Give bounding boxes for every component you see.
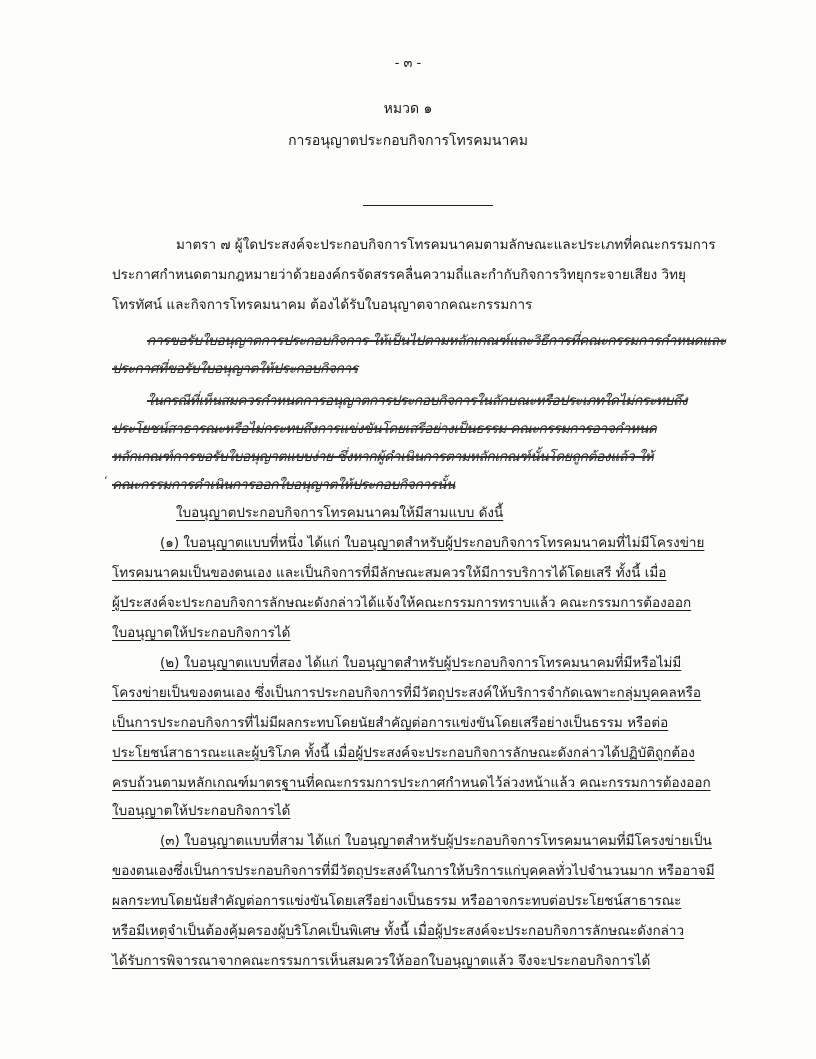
section7-line-1: มาตรา ๗ ผู้ใดประสงค์จะประกอบกิจการโทรคมนาคมตามลักษณะและประเภทที่คณะกรรมการ — [176, 237, 716, 253]
type3-line-5: ได้รับการพิจารณาจากคณะกรรมการเห็นสมควรให้ออกใบอนุญาตแล้ว จึงจะประกอบกิจการได้ — [112, 953, 651, 969]
struck-line-5: หลักเกณฑ์การขอรับใบอนุญาตแบบง่าย ซึ่งหากผู้ดำเนินการตามหลักเกณฑ์นั้นโดยถูกต้องแล้ว ให้ — [112, 449, 654, 465]
type3-line-2: ของตนเองซึ่งเป็นการประกอบกิจการที่มีวัตถุประสงค์ในการให้บริการแก่บุคคลทั่วไปจำนวนมาก หรืออาจมี — [112, 863, 715, 879]
chapter-title: หมวด ๑ — [383, 101, 433, 117]
type2-line-4: ประโยชน์สาธารณะและผู้บริโภค ทั้งนี้ เมื่อผู้ประสงค์จะประกอบกิจการลักษณะดังกล่าวได้ปฏิบัติถูกต้อง — [112, 745, 695, 761]
struck-line-1: การขอรับใบอนุญาตการประกอบกิจการ ให้เป็นไปตามหลักเกณฑ์และวิธีการที่คณะกรรมการกำหนดและ — [147, 333, 727, 349]
type3-line-1: (๓) ใบอนุญาตแบบที่สาม ได้แก่ ใบอนุญาตสำหรับผู้ประกอบกิจการโทรคมนาคมที่มีโครงข่ายเป็น — [160, 833, 712, 849]
type2-line-6: ใบอนุญาตให้ประกอบกิจการได้ — [112, 803, 291, 819]
chapter-subtitle: การอนุญาตประกอบกิจการโทรคมนาคม — [288, 133, 528, 149]
type1-line-2: โทรคมนาคมเป็นของตนเอง และเป็นกิจการที่มีลักษณะสมควรให้มีการบริการได้โดยเสรี ทั้งนี้ เมื่อ — [112, 565, 667, 581]
type2-line-1: (๒) ใบอนุญาตแบบที่สอง ได้แก่ ใบอนุญาตสำหรับผู้ประกอบกิจการโทรคมนาคมที่มีหรือไม่มี — [160, 655, 682, 671]
type1-line-1: (๑) ใบอนุญาตแบบที่หนึ่ง ได้แก่ ใบอนุญาตสำหรับผู้ประกอบกิจการโทรคมนาคมที่ไม่มีโครงข่าย — [160, 535, 705, 551]
type1-line-3: ผู้ประสงค์จะประกอบกิจการลักษณะดังกล่าวได้แจ้งให้คณะกรรมการทราบแล้ว คณะกรรมการต้องออก — [112, 595, 692, 611]
type3-line-3: ผลกระทบโดยนัยสำคัญต่อการแข่งขันโดยเสรีอย่างเป็นธรรม หรืออาจกระทบต่อประโยชน์สาธารณะ — [112, 893, 682, 909]
struck-line-2: ประกาศที่ขอรับใบอนุญาตให้ประกอบกิจการ — [112, 361, 359, 377]
page-number: - ๓ - — [394, 56, 422, 71]
struck-line-3: ในกรณีที่เห็นสมควรกำหนดการอนุญาตการประกอบกิจการในลักษณะหรือประเภทใดไม่กระทบถึง — [147, 393, 688, 409]
type2-line-2: โครงข่ายเป็นของตนเอง ซึ่งเป็นการประกอบกิจการที่มีวัตถุประสงค์ให้บริการจำกัดเฉพาะกลุ่มบุคคลหรือ — [112, 685, 702, 701]
section-divider — [363, 205, 493, 206]
type2-line-5: ครบถ้วนตามหลักเกณฑ์มาตรฐานที่คณะกรรมการประกาศกำหนดไว้ล่วงหน้าแล้ว คณะกรรมการต้องออก — [112, 775, 711, 791]
margin-mark: ‘ — [104, 474, 108, 488]
section7-line-3: โทรทัศน์ และกิจการโทรคมนาคม ต้องได้รับใบอนุญาตจากคณะกรรมการ — [112, 297, 533, 313]
type2-line-3: เป็นการประกอบกิจการที่ไม่มีผลกระทบโดยนัยสำคัญต่อการแข่งขันโดยเสรีอย่างเป็นธรรม หรือต่อ — [112, 715, 669, 731]
struck-line-6: คณะกรรมการดำเนินการออกใบอนุญาตให้ประกอบกิจการนั้น — [112, 477, 456, 493]
struck-line-4: ประโยชน์สาธารณะหรือไม่กระทบถึงการแข่งขันโดยเสรีอย่างเป็นธรรม คณะกรรมการอาจกำหนด — [112, 421, 657, 437]
section7-line-2: ประกาศกำหนดตามกฎหมายว่าด้วยองค์กรจัดสรรคลื่นความถี่และกำกับกิจการวิทยุกระจายเสียง วิทยุ — [112, 267, 686, 283]
type3-line-4: หรือมีเหตุจำเป็นต้องคุ้มครองผู้บริโภคเป็นพิเศษ ทั้งนี้ เมื่อผู้ประสงค์จะประกอบกิจการลักษณะดังกล่าว — [112, 923, 685, 939]
type1-line-4: ใบอนุญาตให้ประกอบกิจการได้ — [112, 625, 291, 641]
types-intro: ใบอนุญาตประกอบกิจการโทรคมนาคมให้มีสามแบบ ดังนี้ — [176, 505, 504, 521]
